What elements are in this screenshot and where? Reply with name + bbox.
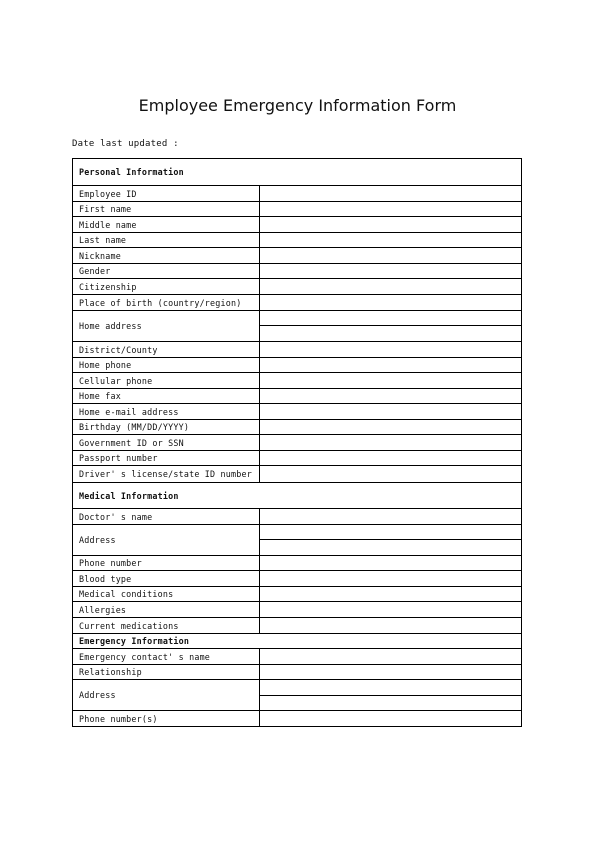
field-label: Allergies [73,602,260,618]
field-label: Gender [73,264,260,279]
table-row [73,509,522,525]
table-row [73,264,522,279]
table-row [73,420,522,435]
field-input[interactable] [260,264,522,279]
section-medical-title: Medical Information [73,483,522,509]
field-label: Phone number [73,556,260,571]
field-input[interactable] [260,435,522,451]
section-personal-title: Personal Information [73,159,522,186]
field-input[interactable] [260,248,522,264]
field-input[interactable] [260,556,522,571]
field-label: Emergency contact' s name [73,649,260,665]
field-input[interactable] [260,342,522,358]
section-emergency-title: Emergency Information [73,634,522,649]
field-label: Home phone [73,358,260,373]
field-label: Cellular phone [73,373,260,389]
field-label: Nickname [73,248,260,264]
table-row [73,404,522,420]
home-address-line-2[interactable] [260,326,522,342]
table-row [73,202,522,217]
field-input[interactable] [260,373,522,389]
field-label: Blood type [73,571,260,587]
field-input[interactable] [260,233,522,248]
field-input[interactable] [260,186,522,202]
field-label: Driver' s license/state ID number [73,466,260,483]
emergency-address-line-2[interactable] [260,696,522,711]
field-label: Medical conditions [73,587,260,602]
field-input[interactable] [260,466,522,483]
table-row [73,680,522,696]
table-row [73,649,522,665]
emergency-address-label: Address [73,680,260,711]
emergency-info-table [72,158,522,727]
field-label: Birthday (MM/DD/YYYY) [73,420,260,435]
date-last-updated-label: Date last updated : [72,139,179,149]
table-row [73,571,522,587]
home-address-label: Home address [73,311,260,342]
field-input[interactable] [260,618,522,634]
table-row [73,311,522,326]
field-label: Passport number [73,451,260,466]
table-row [73,295,522,311]
table-row [73,466,522,483]
field-input[interactable] [260,404,522,420]
table-row [73,233,522,248]
medical-address-line-1[interactable] [260,525,522,540]
field-input[interactable] [260,711,522,727]
field-input[interactable] [260,358,522,373]
field-input[interactable] [260,665,522,680]
field-label: Government ID or SSN [73,435,260,451]
field-input[interactable] [260,571,522,587]
table-row [73,389,522,404]
table-row [73,217,522,233]
field-label: Home e-mail address [73,404,260,420]
form-title: Employee Emergency Information Form [138,96,457,115]
field-label: Last name [73,233,260,248]
table-row [73,665,522,680]
field-input[interactable] [260,587,522,602]
field-label: First name [73,202,260,217]
field-input[interactable] [260,509,522,525]
medical-address-label: Address [73,525,260,556]
emergency-address-line-1[interactable] [260,680,522,696]
table-row [73,711,522,727]
table-row [73,451,522,466]
field-input[interactable] [260,420,522,435]
field-label: Home fax [73,389,260,404]
field-input[interactable] [260,389,522,404]
table-row [73,279,522,295]
field-label: Place of birth (country/region) [73,295,260,311]
field-label: Phone number(s) [73,711,260,727]
medical-address-line-2[interactable] [260,540,522,556]
table-row [73,435,522,451]
field-label: District/County [73,342,260,358]
table-row [73,525,522,540]
field-input[interactable] [260,295,522,311]
field-label: Doctor' s name [73,509,260,525]
table-row [73,186,522,202]
field-input[interactable] [260,451,522,466]
field-label: Middle name [73,217,260,233]
table-row [73,373,522,389]
field-input[interactable] [260,217,522,233]
field-input[interactable] [260,279,522,295]
table-row [73,342,522,358]
field-input[interactable] [260,202,522,217]
field-label: Citizenship [73,279,260,295]
field-label: Relationship [73,665,260,680]
field-input[interactable] [260,602,522,618]
table-row [73,602,522,618]
field-label: Employee ID [73,186,260,202]
field-input[interactable] [260,649,522,665]
table-row [73,556,522,571]
table-row [73,618,522,634]
table-row [73,248,522,264]
field-label: Current medications [73,618,260,634]
table-row [73,587,522,602]
table-row [73,358,522,373]
home-address-line-1[interactable] [260,311,522,326]
